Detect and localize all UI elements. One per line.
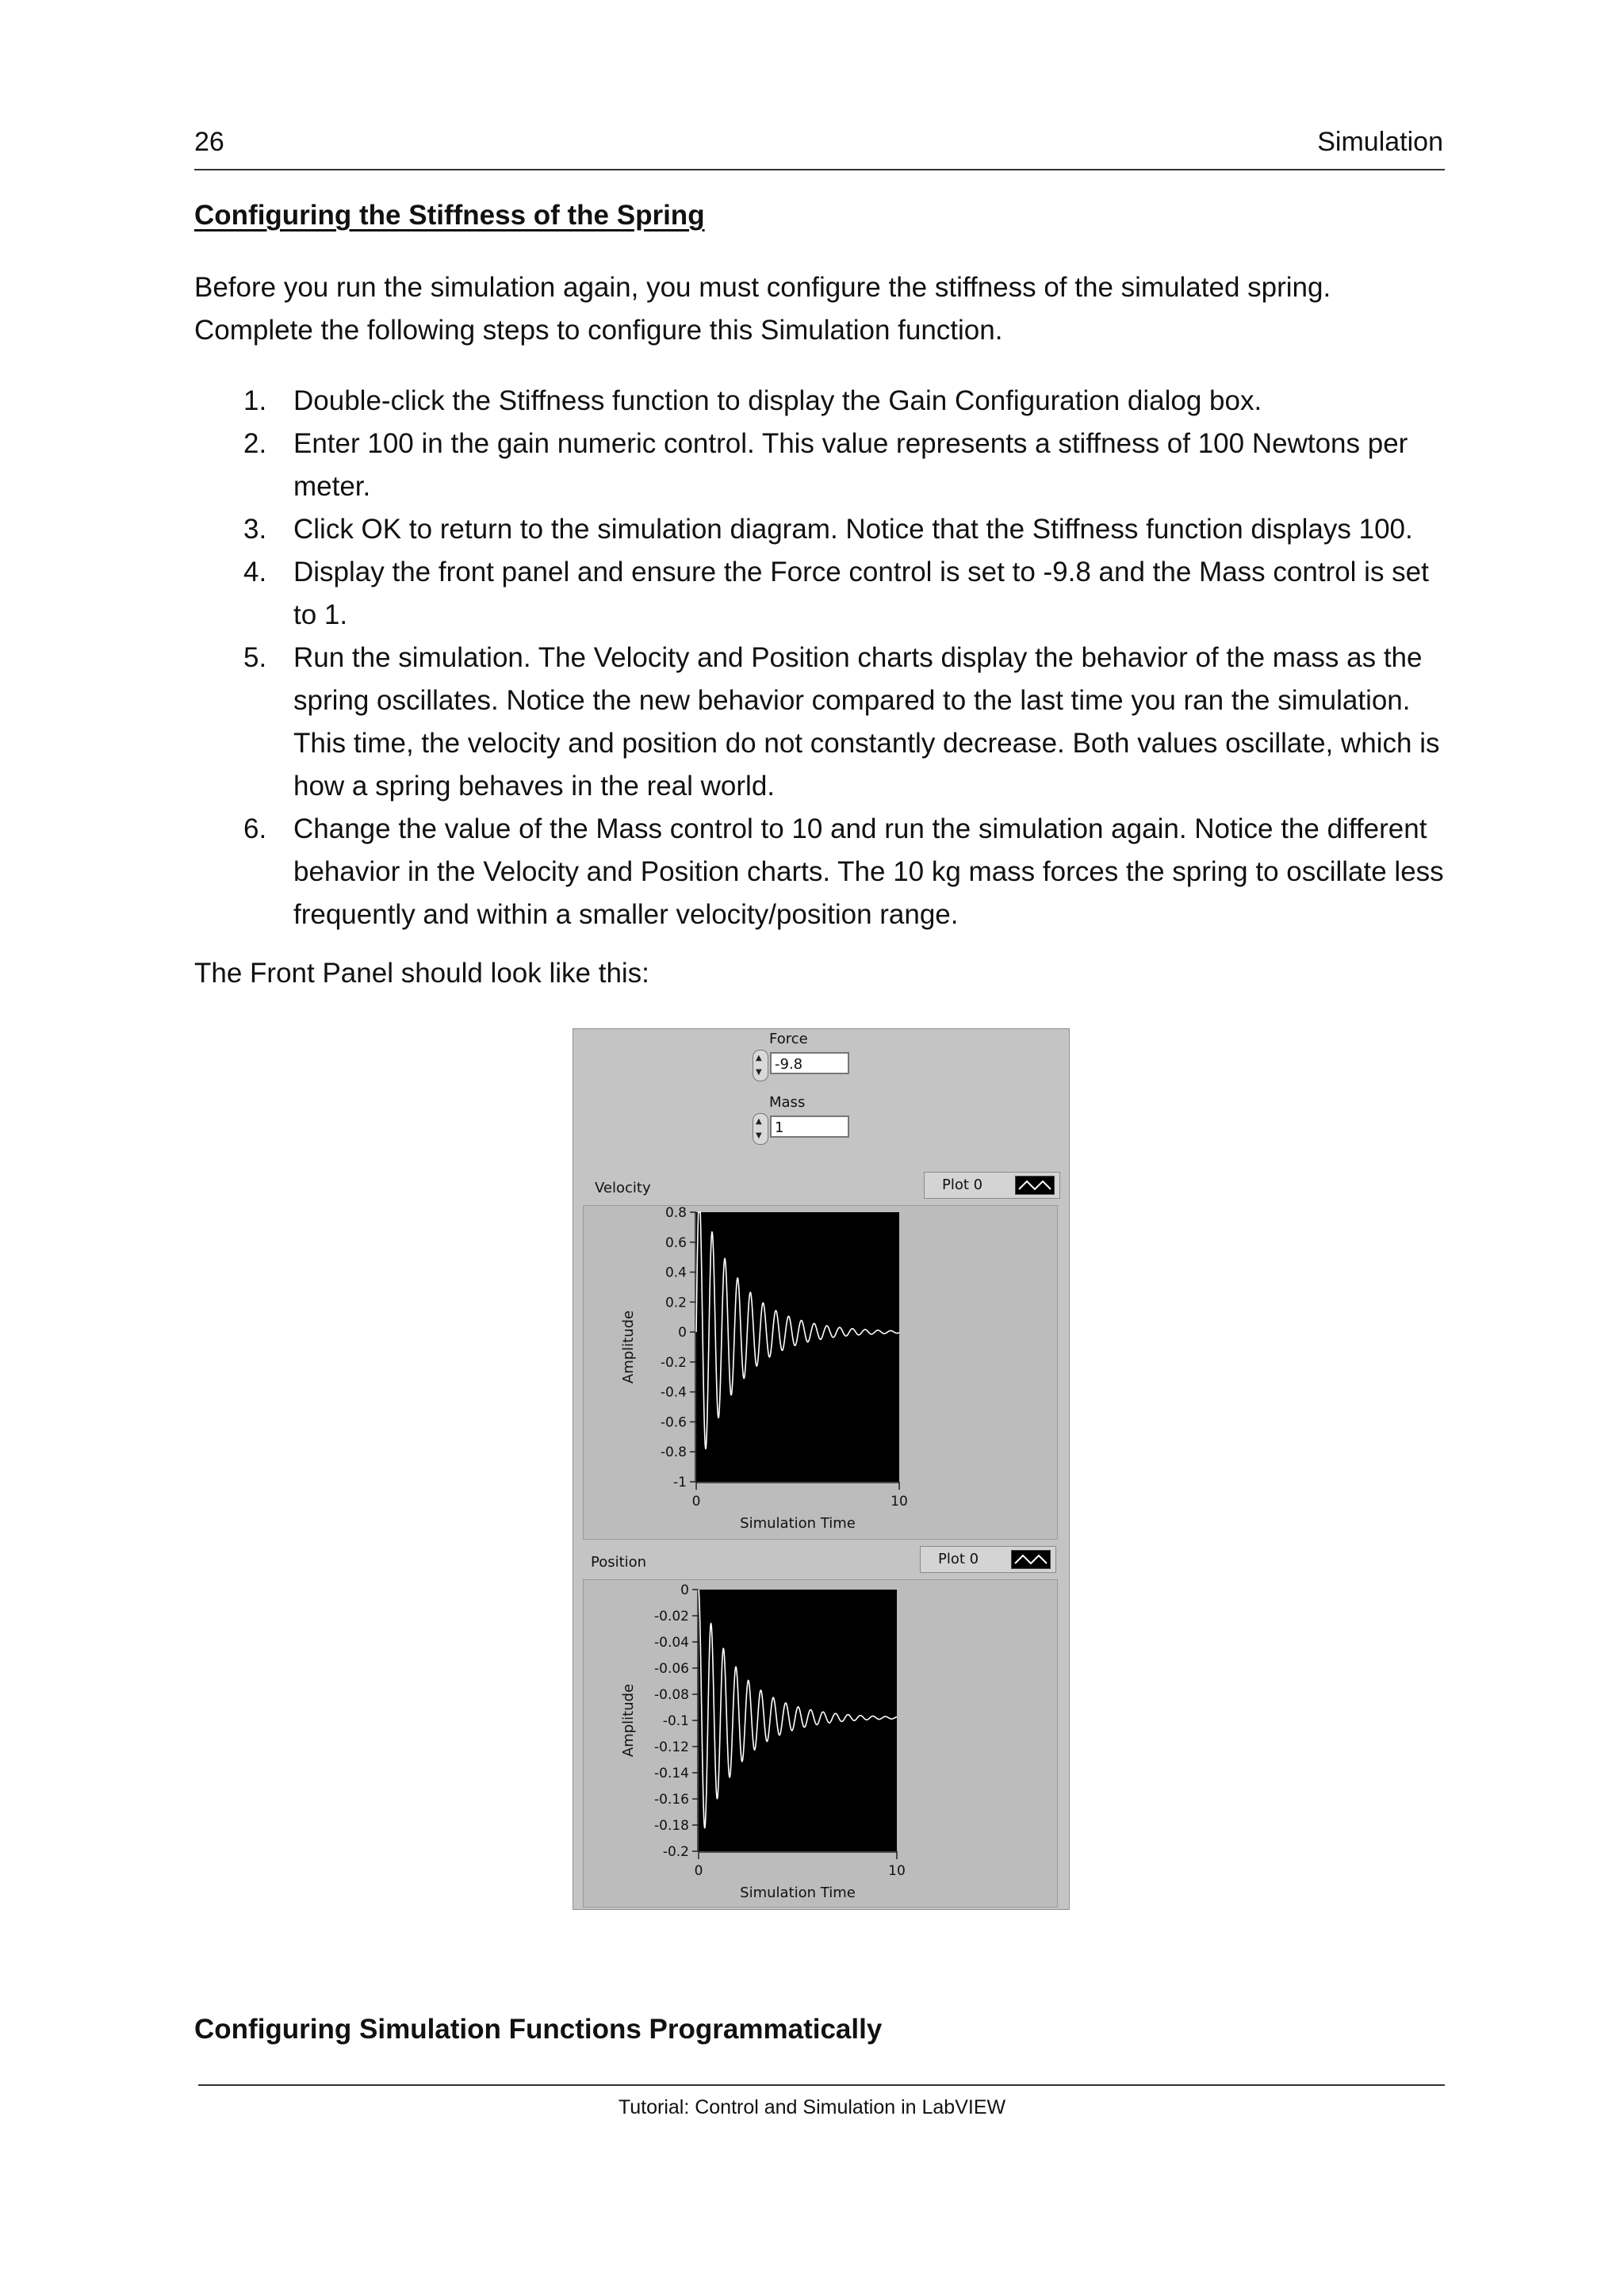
x-tick-label: 0 [691,1494,701,1510]
y-axis-label: Amplitude [620,1310,637,1384]
plot-style-icon [1015,1176,1055,1195]
front-panel-lead: The Front Panel should look like this: [194,958,649,989]
list-item [194,423,1447,508]
x-axis-label: Simulation Time [740,1515,856,1532]
section-title: Configuring the Stiffness of the Spring [194,200,705,231]
y-tick-label: 0.6 [665,1234,687,1251]
step-number: 4. [243,557,267,587]
force-control[interactable] [753,1050,856,1077]
page-number: 26 [194,127,224,157]
step-number: 6. [243,813,267,844]
x-tick-label: 0 [694,1863,703,1879]
step-number: 3. [243,514,267,545]
legend-label: Plot 0 [938,1551,979,1567]
y-tick-label: -0.2 [660,1354,687,1371]
mass-label: Mass [769,1094,806,1111]
list-item [194,637,1447,808]
list-item [194,380,1447,423]
y-tick-label: 0.4 [665,1265,687,1281]
y-tick-label: -0.6 [660,1414,687,1431]
page-footer: Tutorial: Control and Simulation in LabVIEW [618,2096,1006,2118]
section-title: Configuring Simulation Functions Programmatically [194,2014,883,2045]
velocity-plot-legend[interactable] [924,1172,1060,1199]
x-tick-label: 10 [891,1494,908,1510]
list-item [194,508,1447,551]
x-tick-label: 10 [888,1863,906,1879]
plot-area [699,1590,897,1851]
y-tick-label: -0.16 [654,1792,689,1808]
velocity-chart-plot [584,1206,1057,1539]
front-panel [573,1028,1070,1910]
y-tick-label: 0.8 [665,1206,687,1221]
y-tick-label: -0.06 [654,1661,689,1677]
step-number: 1. [243,385,267,416]
legend-label: Plot 0 [942,1177,983,1193]
y-tick-label: -0.14 [654,1766,689,1781]
y-tick-label: -0.4 [660,1384,687,1401]
y-tick-label: -0.04 [654,1635,689,1651]
position-chart [583,1579,1058,1908]
running-head: Simulation [1317,127,1443,157]
step-text: Enter 100 in the gain numeric control. This value represents a stiffness of 100 Newtons per meter. [293,428,1408,502]
y-tick-label: -0.1 [662,1713,689,1729]
y-tick-label: 0.2 [665,1295,687,1311]
velocity-chart [583,1205,1058,1540]
footer-rule [198,2084,1445,2086]
y-axis-label: Amplitude [620,1683,637,1758]
position-chart-plot [584,1580,1057,1907]
mass-increment-decrement[interactable]: ▲ ▼ [753,1113,768,1145]
step-number: 2. [243,428,267,459]
force-label: Force [769,1031,808,1047]
step-number: 5. [243,642,267,673]
position-chart-title: Position [591,1554,647,1571]
plot-area [696,1212,899,1482]
y-tick-label: -0.18 [654,1818,689,1834]
step-text: Double-click the Stiffness function to display the Gain Configuration dialog box. [293,385,1262,416]
position-plot-legend[interactable] [920,1546,1056,1573]
step-text: Run the simulation. The Velocity and Position charts display the behavior of the mass as the spring oscillates. Notice the new behavior compared to the last time you ran the simulation. This time, the velocity and position do not constantly decrease. Both values oscillate, which is how a spring behaves in the real world. [293,642,1440,802]
y-tick-label: -0.02 [654,1609,689,1624]
velocity-chart-title: Velocity [595,1180,651,1196]
list-item [194,808,1447,936]
force-increment-decrement[interactable]: ▲ ▼ [753,1050,768,1081]
steps-list [194,380,1447,936]
y-tick-label: -0.12 [654,1739,689,1755]
plot-style-icon [1011,1550,1051,1569]
header-rule [194,169,1445,170]
mass-control[interactable] [753,1113,856,1140]
y-tick-label: -1 [673,1475,687,1490]
step-text: Display the front panel and ensure the Force control is set to -9.8 and the Mass control is set to 1. [293,557,1429,630]
step-text: Click OK to return to the simulation diagram. Notice that the Stiffness function displays 100. [293,514,1413,545]
mass-input[interactable]: 1 [770,1115,849,1138]
intro-paragraph [194,266,1463,352]
list-item [194,551,1447,637]
x-axis-label: Simulation Time [740,1885,856,1901]
y-tick-label: -0.08 [654,1687,689,1703]
intro-line: Before you run the simulation again, you must configure the stiffness of the simulated spring. [194,272,1331,303]
step-text: Change the value of the Mass control to 10 and run the simulation again. Notice the different behavior in the Velocity and Position charts. The 10 kg mass forces the spring to oscillate less frequently and within a smaller velocity/position range. [293,813,1444,930]
y-tick-label: -0.2 [662,1844,689,1860]
intro-line: Complete the following steps to configure this Simulation function. [194,315,1003,346]
y-tick-label: -0.8 [660,1445,687,1461]
y-tick-label: 0 [678,1325,687,1341]
y-tick-label: 0 [680,1582,689,1598]
force-input[interactable]: -9.8 [770,1052,849,1074]
